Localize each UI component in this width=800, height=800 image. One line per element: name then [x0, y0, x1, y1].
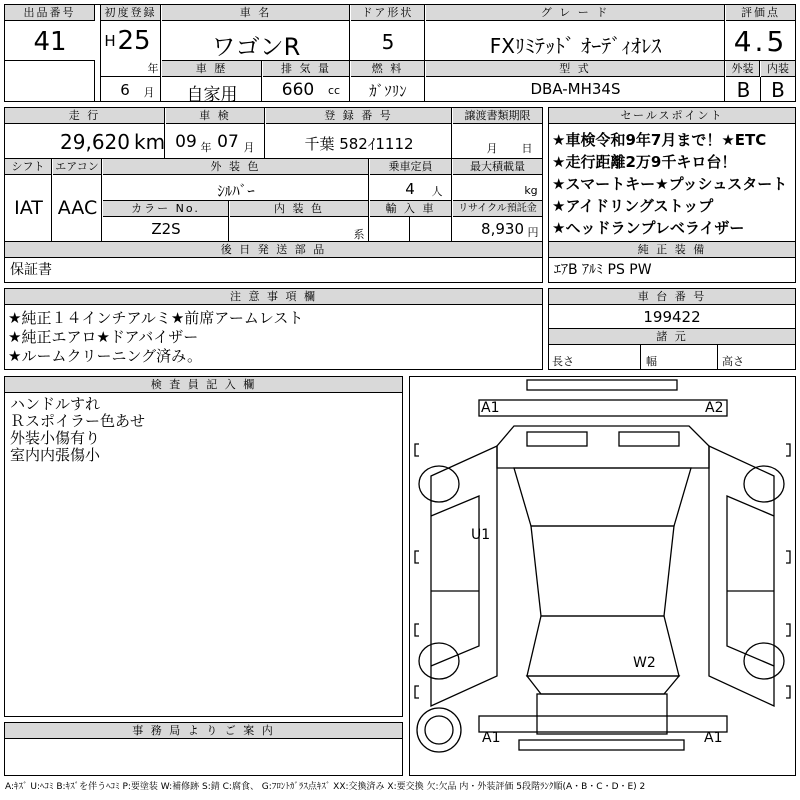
model-code-header: 型 式 [426, 61, 725, 77]
displacement-header: 排 気 量 [263, 61, 350, 77]
int-color-unit: 系 [353, 228, 365, 241]
note-1: ★純正１４インチアルミ★前席アームレスト [8, 309, 304, 327]
first-reg-month: 6 [120, 81, 130, 99]
spec-length-label: 長さ [552, 355, 574, 368]
capacity-header: 乗車定員 [370, 159, 452, 175]
notes-header: 注 意 事 項 欄 [5, 289, 542, 305]
mileage-value: 29,620 [60, 130, 130, 154]
max-load-header: 最大積載量 [453, 159, 542, 175]
sales-point-5: ★ヘッドランプレベライザー [552, 219, 745, 237]
office-header: 事 務 局 よ り ご 案 内 [5, 723, 402, 739]
spec-height-label: 高さ [722, 355, 744, 368]
chassis-number: 199422 [643, 308, 701, 326]
car-name: ワゴンR [211, 33, 301, 61]
transfer-month-unit: 月 [486, 142, 498, 155]
import-header: 輸 入 車 [370, 201, 452, 217]
damage-mark-side: U1 [471, 527, 491, 543]
aircon-header: エアコン [53, 159, 102, 175]
max-load-unit: kg [524, 184, 538, 197]
score-header: 評価点 [726, 5, 795, 21]
inspection-header: 車 検 [166, 108, 265, 124]
interior-grade: B [771, 78, 785, 102]
recycle-value: 8,930 [481, 220, 524, 238]
transfer-day-unit: 日 [521, 142, 533, 155]
mileage-header: 走 行 [5, 108, 165, 124]
int-color-header: 内 装 色 [230, 201, 369, 217]
lot-header: 出品番号 [5, 5, 95, 21]
specs-header: 諸 元 [549, 329, 795, 345]
note-3: ★ルームクリーニング済み。 [8, 347, 203, 365]
inspector-note-1: ハンドルすれ [10, 395, 101, 413]
damage-mark-front-left: A1 [481, 400, 500, 416]
inspection-year: 09 [175, 132, 197, 152]
inspection-year-unit: 年 [200, 141, 212, 154]
grade-header: グ レ ー ド [426, 5, 725, 21]
first-reg-year: 25 [117, 26, 151, 56]
legend: A:ｷｽﾞ U:ﾍｺﾐ B:ｷｽﾞを伴うﾍｺﾐ P:要塗装 W:補修跡 S:錆 C:腐食、 G:ﾌﾛﾝﾄｶﾞﾗｽ点ｷｽﾞ XX:交換済み X:要交換 欠:欠品 内・外装評価 5段階ﾗﾝｸ順(A・B・C・D・E) 2 [5, 782, 646, 792]
sales-point-2: ★走行距離2万9千キロ台！ [552, 153, 737, 171]
exterior-grade: B [736, 78, 751, 102]
damage-mark-front-right: A2 [705, 400, 724, 416]
history-header: 車 歴 [162, 61, 262, 77]
sales-point-1: ★車検令和9年7月まで！★ETC [552, 131, 767, 149]
genuine-header: 純 正 装 備 [549, 242, 795, 258]
capacity-unit: 人 [431, 185, 443, 198]
capacity-value: 4 [405, 180, 415, 198]
recycle-header: リサイクル預託金 [453, 201, 542, 217]
genuine-value: ｴｱB ｱﾙﾐ PS PW [554, 262, 652, 278]
chassis-header: 車 台 番 号 [549, 289, 795, 305]
first-reg-era: H [104, 32, 116, 50]
damage-mark-rear: W2 [633, 655, 656, 671]
inspection-month: 07 [217, 132, 239, 152]
aircon-value: AAC [57, 197, 98, 219]
door-value: 5 [381, 30, 395, 54]
car-diagram-drawing [409, 376, 796, 776]
damage-mark-rear-left: A1 [482, 730, 501, 746]
ext-color-header: 外 装 色 [103, 159, 369, 175]
sales-point-4: ★アイドリングストップ [552, 197, 714, 215]
fuel-value: ｶﾞｿﾘﾝ [369, 82, 407, 100]
inspector-note-2: Ｒスポイラー色あせ [10, 412, 146, 430]
color-no-header: カラー No. [103, 201, 229, 217]
displacement-value: 660 [281, 80, 315, 100]
inspector-header: 検 査 員 記 入 欄 [5, 377, 402, 393]
mileage-unit: km [134, 130, 166, 154]
first-reg-header: 初度登録 [101, 5, 161, 21]
inspector-note-4: 室内内張傷小 [10, 446, 101, 464]
damage-mark-rear-right: A1 [704, 730, 723, 746]
inspector-note-3: 外装小傷有り [10, 429, 101, 447]
grade-value: FXﾘﾐﾃｯﾄﾞ ｵｰﾃﾞｨｵﾚｽ [489, 34, 662, 58]
transfer-header: 譲渡書類期限 [453, 108, 542, 124]
plate-header: 登 録 番 号 [266, 108, 452, 124]
first-reg-year-unit: 年 [147, 62, 159, 75]
shift-value: IAT [14, 197, 43, 219]
later-parts-value: 保証書 [10, 262, 52, 278]
fuel-header: 燃 料 [351, 61, 425, 77]
inspection-month-unit: 月 [243, 141, 255, 154]
first-reg-month-unit: 月 [143, 86, 155, 99]
sales-points-header: セールスポイント [549, 108, 795, 124]
car-name-header: 車 名 [162, 5, 350, 21]
later-parts-header: 後 日 発 送 部 品 [5, 242, 542, 258]
lot-number: 41 [33, 27, 67, 57]
color-no-value: Z2S [151, 220, 181, 238]
ext-color-value: ｼﾙﾊﾞｰ [217, 182, 255, 200]
exterior-header: 外装 [726, 61, 760, 77]
door-header: ドア形状 [351, 5, 425, 21]
sales-point-3: ★スマートキー★プッシュスタート [552, 175, 788, 193]
plate-value: 千葉 582ｲ1112 [304, 135, 414, 153]
model-code-value: DBA-MH34S [530, 80, 621, 98]
shift-header: シフト [5, 159, 52, 175]
note-2: ★純正エアロ★ドアバイザー [8, 328, 199, 346]
history-value: 自家用 [186, 85, 238, 105]
recycle-unit: 円 [527, 226, 539, 239]
displacement-unit: cc [327, 84, 341, 97]
interior-header: 内装 [761, 61, 795, 77]
score-value: 4.5 [733, 25, 788, 58]
spec-width-label: 幅 [646, 355, 657, 368]
